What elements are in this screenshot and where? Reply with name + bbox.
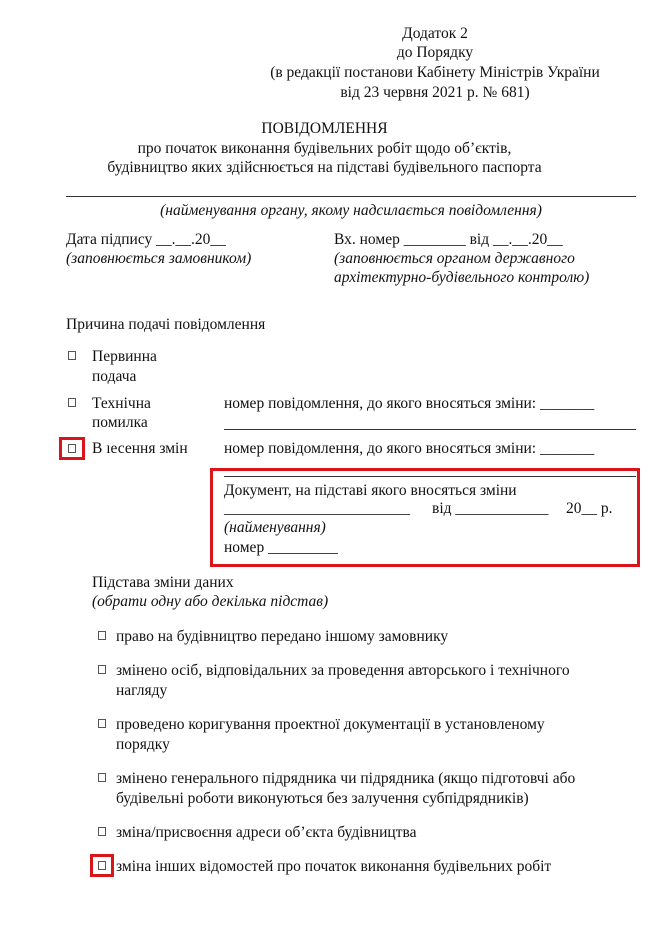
signature-note: (заповнюється замовником) — [66, 250, 252, 267]
grounds-subheading: (обрати одну або декілька підстав) — [92, 593, 329, 610]
appendix-line-2: до Порядку — [396, 44, 474, 61]
notice-number-field-1[interactable]: номер повідомлення, до якого вносяться зміни: _______ — [224, 395, 595, 412]
ground-3-label-1: проведено коригування проектної документації в установленому — [116, 716, 545, 733]
appendix-line-4: від 23 червня 2021 р. № 681) — [340, 84, 530, 101]
checkbox-primary[interactable] — [68, 351, 76, 360]
document-name-caption: (найменування) — [224, 519, 326, 536]
document-title: ПОВІДОМЛЕННЯ — [261, 120, 388, 137]
appendix-line-1: Додаток 2 — [402, 25, 468, 42]
reason-primary-label-1: Первинна — [92, 348, 157, 365]
document-number-field[interactable]: номер _________ — [224, 539, 338, 556]
checkbox-ground-2[interactable] — [98, 665, 106, 674]
reason-tech-label-2: помилка — [92, 414, 148, 431]
reason-primary-label-2: подача — [92, 368, 137, 385]
highlight-ground-6-checkbox — [90, 854, 114, 877]
document-name-field[interactable]: ________________________ — [224, 500, 410, 517]
notice-number-field-2[interactable]: номер повідомлення, до якого вносяться зміни: _______ — [224, 440, 595, 457]
incoming-number[interactable]: Вх. номер ________ від __.__.20__ — [334, 231, 563, 248]
checkbox-tech-error[interactable] — [68, 398, 76, 407]
reason-changes-label: В ıесення змін — [92, 440, 188, 457]
incoming-note-1: (заповнюється органом державного — [334, 250, 575, 267]
ground-3-label-2: порядку — [116, 736, 170, 753]
document-date-field[interactable]: від ____________ — [432, 500, 549, 517]
checkbox-ground-4[interactable] — [98, 773, 106, 782]
reason-tech-label-1: Технічна — [92, 395, 151, 412]
ground-4-label-2: будівельні роботи виконуються без залучення субпідрядників) — [116, 790, 529, 807]
signature-date[interactable]: Дата підпису __.__.20__ — [66, 231, 226, 248]
ground-6-label: зміна інших відомостей про початок виконання будівельних робіт — [116, 858, 552, 875]
title-line-1: про початок виконання будівельних робіт щодо об’єктів, — [137, 140, 512, 157]
authority-caption: (найменування органу, якому надсилається повідомлення) — [160, 202, 542, 219]
highlight-changes-checkbox — [59, 437, 85, 460]
checkbox-ground-3[interactable] — [98, 719, 106, 728]
document-year-field[interactable]: 20__ р. — [566, 500, 613, 517]
ground-2-label-1: змінено осіб, відповідальних за проведення авторського і технічного — [116, 662, 570, 679]
grounds-heading: Підстава зміни даних — [92, 574, 234, 591]
notice-number-underline-1 — [224, 429, 636, 430]
checkbox-ground-1[interactable] — [98, 631, 106, 640]
reason-heading: Причина подачі повідомлення — [66, 316, 266, 333]
checkbox-ground-5[interactable] — [98, 827, 106, 836]
ground-1-label: право на будівництво передано іншому замовнику — [116, 628, 449, 645]
document-basis-label: Документ, на підставі якого вносяться зміни — [224, 482, 517, 499]
ground-4-label-1: змінено генерального підрядника чи підрядника (якщо підготовчі або — [116, 770, 576, 787]
title-line-2: будівництво яких здійснюється на підставі будівельного паспорта — [107, 159, 542, 176]
appendix-line-3: (в редакції постанови Кабінету Міністрів України — [270, 64, 600, 81]
ground-2-label-2: нагляду — [116, 682, 168, 699]
authority-name-line[interactable] — [66, 196, 636, 197]
incoming-note-2: архітектурно-будівельного контролю) — [334, 269, 590, 286]
ground-5-label: зміна/присвоєння адреси об’єкта будівництва — [116, 824, 417, 841]
